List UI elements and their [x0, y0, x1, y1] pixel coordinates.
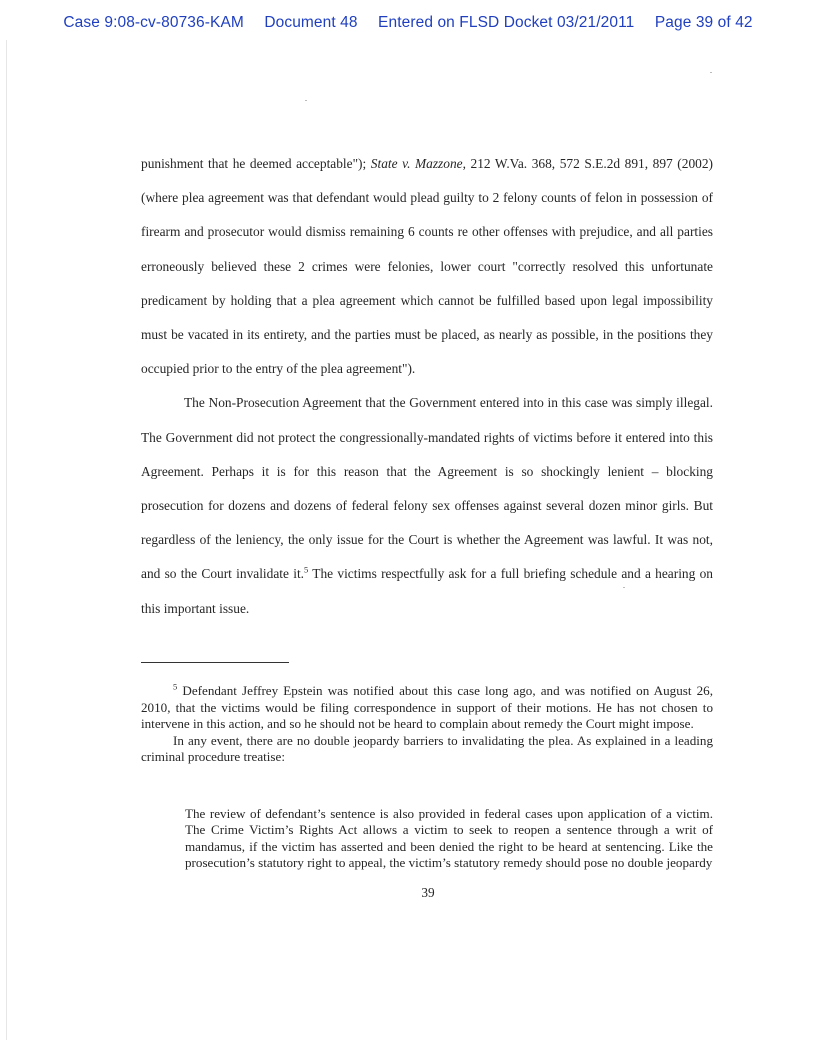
footnote-reference: 5: [304, 564, 309, 575]
paragraph-2-b: The victims respectfully ask for a full briefing schedule and a hearing on this important issue.: [141, 566, 713, 616]
footnote-5-paragraph-2: [141, 733, 713, 766]
paragraph-1: [141, 147, 713, 386]
header-page: Page 39 of 42: [654, 14, 753, 31]
paragraph-2: [141, 386, 713, 625]
footnote-5-text-2: In any event, there are no double jeopardy barriers to invalidating the plea. As explained in a leading criminal procedure treatise:: [141, 732, 713, 764]
paragraph-1-b: , 212 W.Va. 368, 572 S.E.2d 891, 897 (2002) (where plea agreement was that defendant would plead guilty to 2 felony counts of felon in possession of firearm and prosecutor would dismiss remaining 6 counts re other offenses with prejudice, and all parties erroneously believed these 2 crimes were felonies, lower court "correctly resolved this unfortunate predicament by holding that a plea agreement which cannot be fulfilled based upon legal impossibility must be vacated in its entirety, and the parties must be placed, as nearly as possible, in the positions they occupied prior to the entry of the plea agreement").: [141, 156, 713, 377]
header-case: Case 9:08-cv-80736-KAM: [63, 14, 244, 31]
header-entered: Entered on FLSD Docket 03/21/2011: [378, 14, 635, 31]
header-document: Document 48: [264, 14, 358, 31]
paragraph-2-a: The Non-Prosecution Agreement that the Government entered into in this case was simply illegal. The Government did not protect the congressionally-mandated rights of victims before it entered into this Agreement. Perhaps it is for this reason that the Agreement is so shockingly lenient – blocking prosecution for dozens and dozens of federal felony sex offenses against several dozen minor girls. But regardless of the leniency, the only issue for the Court is whether the Agreement was lawful. It was not, and so the Court invalidate it.: [141, 395, 713, 582]
footnote-5-paragraph-1: [141, 683, 713, 733]
page-number: 39: [421, 885, 435, 900]
docket-header: [0, 14, 816, 32]
body-text: [141, 147, 713, 626]
scan-speck: [710, 72, 712, 73]
paragraph-1-a: punishment that he deemed acceptable");: [141, 156, 371, 171]
footnotes: [141, 683, 713, 766]
footnote-divider: [141, 662, 289, 663]
footnote-number: 5: [173, 681, 178, 692]
footnote-5-text-1: Defendant Jeffrey Epstein was notified about this case long ago, and was notified on August 26, 2010, that the victims would be filing correspondence in support of their motions. He has not chosen to intervene in this action, and so he should not be heard to complain about remedy the Court might impose.: [141, 683, 713, 731]
scan-speck: [305, 100, 307, 101]
treatise-quote: [185, 806, 713, 872]
treatise-quote-text: The review of defendant’s sentence is also provided in federal cases upon application of a victim. The Crime Victim’s Rights Act allows a victim to seek to reopen a sentence through a writ of mandamus, if the victim has asserted and been denied the right to be heard at sentencing. Like the prosecution’s statutory right to appeal, the victim’s statutory remedy should pose no double jeopardy: [185, 806, 713, 871]
case-citation: State v. Mazzone: [370, 156, 463, 171]
